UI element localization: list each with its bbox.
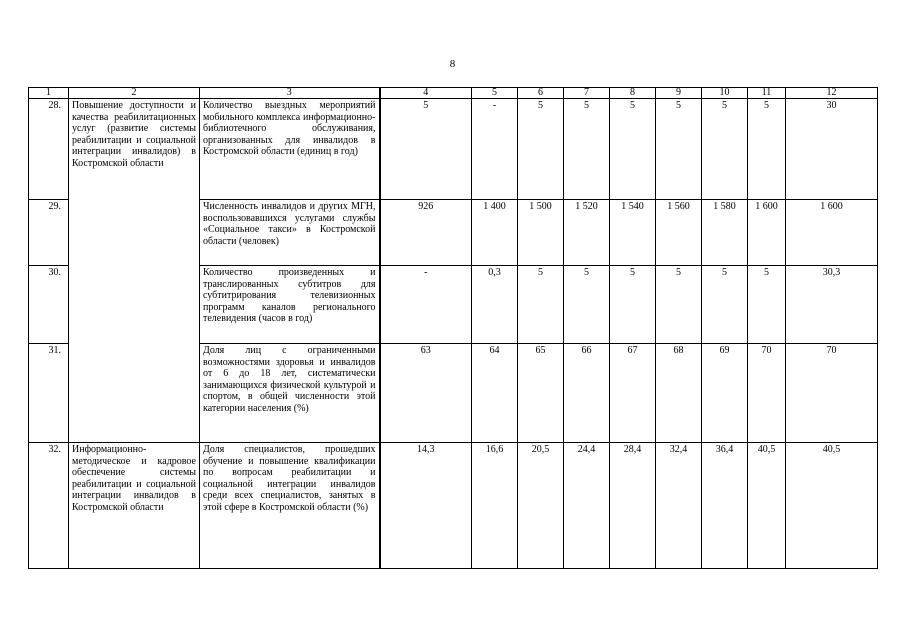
value-cell: 5: [518, 99, 564, 200]
value-cell: 20,5: [518, 443, 564, 569]
header-cell: 10: [702, 88, 748, 99]
header-cell: 5: [472, 88, 518, 99]
value-cell: 66: [564, 344, 610, 443]
value-cell: 1 560: [656, 200, 702, 266]
value-cell: 65: [518, 344, 564, 443]
page-number: 8: [449, 58, 456, 70]
value-cell: 36,4: [702, 443, 748, 569]
header-cell: 2: [69, 88, 200, 99]
value-cell: 1 600: [748, 200, 786, 266]
value-cell: 5: [748, 266, 786, 344]
value-cell: 5: [610, 266, 656, 344]
value-cell: 1 580: [702, 200, 748, 266]
indicator-cell: Доля лиц с ограниченными возможностями здоровья и инвалидов от 6 до 18 лет, систематически занимающихся физической культурой и спортом, в общей численности этой категории населения (%): [200, 344, 380, 443]
header-cell: 7: [564, 88, 610, 99]
value-cell: -: [380, 266, 472, 344]
indicator-cell: Численность инвалидов и других МГН, воспользовавшихся услугами службы «Социальное такси» в Костромской области (человек): [200, 200, 380, 266]
header-cell: 6: [518, 88, 564, 99]
value-cell: 24,4: [564, 443, 610, 569]
value-cell: 32,4: [656, 443, 702, 569]
value-cell: 30,3: [786, 266, 878, 344]
value-cell: 28,4: [610, 443, 656, 569]
value-cell: 1 540: [610, 200, 656, 266]
value-cell: 70: [748, 344, 786, 443]
indicator-cell: Количество произведенных и транслированных субтитров для субтитрирования телевизионных программ каналов регионального телевидения (часов в год): [200, 266, 380, 344]
row-number: 29.: [29, 200, 69, 266]
value-cell: 5: [656, 266, 702, 344]
header-cell: 11: [748, 88, 786, 99]
table-row: [29, 443, 878, 569]
value-cell: 14,3: [380, 443, 472, 569]
value-cell: 5: [564, 99, 610, 200]
indicators-table: [28, 87, 878, 569]
indicator-cell: Количество выездных мероприятий мобильного комплекса информационно-библиотечного обслуживания, организованных для инвалидов в Костромской области (единиц в год): [200, 99, 380, 200]
row-number: 32.: [29, 443, 69, 569]
row-number: 28.: [29, 99, 69, 200]
value-cell: 63: [380, 344, 472, 443]
value-cell: 5: [564, 266, 610, 344]
value-cell: 5: [380, 99, 472, 200]
value-cell: 67: [610, 344, 656, 443]
header-cell: 12: [786, 88, 878, 99]
value-cell: 5: [656, 99, 702, 200]
value-cell: 5: [748, 99, 786, 200]
goal-cell: Повышение доступности и качества реабилитационных услуг (развитие системы реабилитации и социальной интеграции инвалидов) в Костромской области: [69, 99, 200, 443]
value-cell: 68: [656, 344, 702, 443]
value-cell: 1 600: [786, 200, 878, 266]
goal-cell: Информационно-методическое и кадровое обеспечение системы реабилитации и социальной интеграции инвалидов в Костромской области: [69, 443, 200, 569]
header-cell: 9: [656, 88, 702, 99]
value-cell: 5: [702, 266, 748, 344]
value-cell: 40,5: [786, 443, 878, 569]
indicator-cell: Доля специалистов, прошедших обучение и повышение квалификации по вопросам реабилитации и социальной интеграции инвалидов среди всех специалистов, занятых в этой сфере в Костромской области (%): [200, 443, 380, 569]
value-cell: 0,3: [472, 266, 518, 344]
header-cell: 3: [200, 88, 380, 99]
value-cell: 5: [610, 99, 656, 200]
value-cell: 40,5: [748, 443, 786, 569]
header-cell: 4: [380, 88, 472, 99]
value-cell: 64: [472, 344, 518, 443]
value-cell: 69: [702, 344, 748, 443]
value-cell: 70: [786, 344, 878, 443]
header-cell: 1: [29, 88, 69, 99]
value-cell: 926: [380, 200, 472, 266]
value-cell: 1 520: [564, 200, 610, 266]
value-cell: 30: [786, 99, 878, 200]
value-cell: 1 400: [472, 200, 518, 266]
value-cell: 1 500: [518, 200, 564, 266]
value-cell: -: [472, 99, 518, 200]
value-cell: 16,6: [472, 443, 518, 569]
table-row: [29, 99, 878, 200]
value-cell: 5: [702, 99, 748, 200]
table-header-row: [29, 88, 878, 99]
row-number: 30.: [29, 266, 69, 344]
row-number: 31.: [29, 344, 69, 443]
value-cell: 5: [518, 266, 564, 344]
header-cell: 8: [610, 88, 656, 99]
